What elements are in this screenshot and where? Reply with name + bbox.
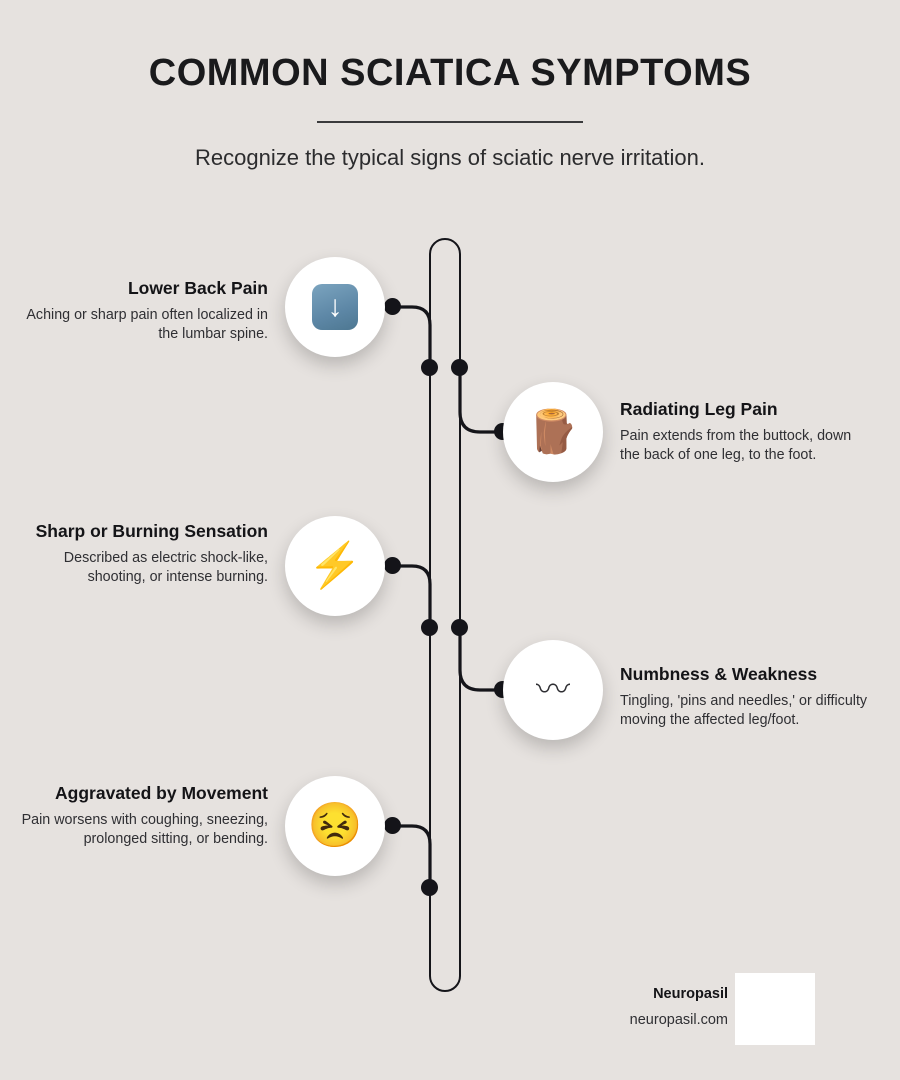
connector-dot xyxy=(421,879,438,896)
wavy-line-icon: 〰 xyxy=(536,671,570,709)
symptom-icon-bubble-2 xyxy=(503,382,603,482)
symptom-description: Pain worsens with coughing, sneezing, prolonged sitting, or bending. xyxy=(21,812,268,848)
symptom-description: Aching or sharp pain often localized in the lumbar spine. xyxy=(26,307,268,343)
symptom-text-4 xyxy=(620,664,870,730)
footer-brand xyxy=(528,986,728,1028)
connector-dot xyxy=(451,359,468,376)
symptom-text-1 xyxy=(18,278,268,344)
brand-url[interactable]: neuropasil.com xyxy=(629,1012,728,1028)
connector-dot xyxy=(451,619,468,636)
connector-dot xyxy=(384,817,401,834)
symptom-icon-bubble-5 xyxy=(285,776,385,876)
symptom-icon-bubble-3 xyxy=(285,516,385,616)
symptom-text-3 xyxy=(18,521,268,587)
page-subtitle: Recognize the typical signs of sciatic nerve irritation. xyxy=(195,145,705,170)
brand-logo xyxy=(735,973,815,1045)
symptom-description: Pain extends from the buttock, down the back of one leg, to the foot. xyxy=(620,428,852,464)
symptom-text-5 xyxy=(18,783,268,849)
symptom-title: Radiating Leg Pain xyxy=(620,399,778,419)
confounded-face-icon: 😣 xyxy=(307,801,363,850)
symptom-text-2 xyxy=(620,399,870,465)
connector-dot xyxy=(421,619,438,636)
connector-dot xyxy=(421,359,438,376)
lightning-bolt-icon: ⚡ xyxy=(307,541,363,590)
symptom-title: Sharp or Burning Sensation xyxy=(35,521,268,541)
symptom-icon-bubble-4 xyxy=(503,640,603,740)
symptom-title: Lower Back Pain xyxy=(127,278,268,298)
infographic-header xyxy=(0,0,900,171)
brand-name: Neuropasil xyxy=(653,986,728,1002)
symptom-icon-bubble-1 xyxy=(285,257,385,357)
connector-dot xyxy=(384,298,401,315)
symptom-description: Tingling, 'pins and needles,' or difficulty moving the affected leg/foot. xyxy=(620,693,868,729)
connector-dot xyxy=(384,557,401,574)
title-divider xyxy=(317,121,583,123)
down-arrow-icon: ↓ xyxy=(312,284,358,330)
timeline-spine xyxy=(429,238,461,992)
page-title: COMMON SCIATICA SYMPTOMS xyxy=(148,52,752,94)
symptom-title: Numbness & Weakness xyxy=(620,664,818,684)
symptom-description: Described as electric shock-like, shooting, or intense burning. xyxy=(63,550,268,586)
leg-icon: 🪵 xyxy=(526,408,580,455)
symptom-title: Aggravated by Movement xyxy=(55,783,268,803)
